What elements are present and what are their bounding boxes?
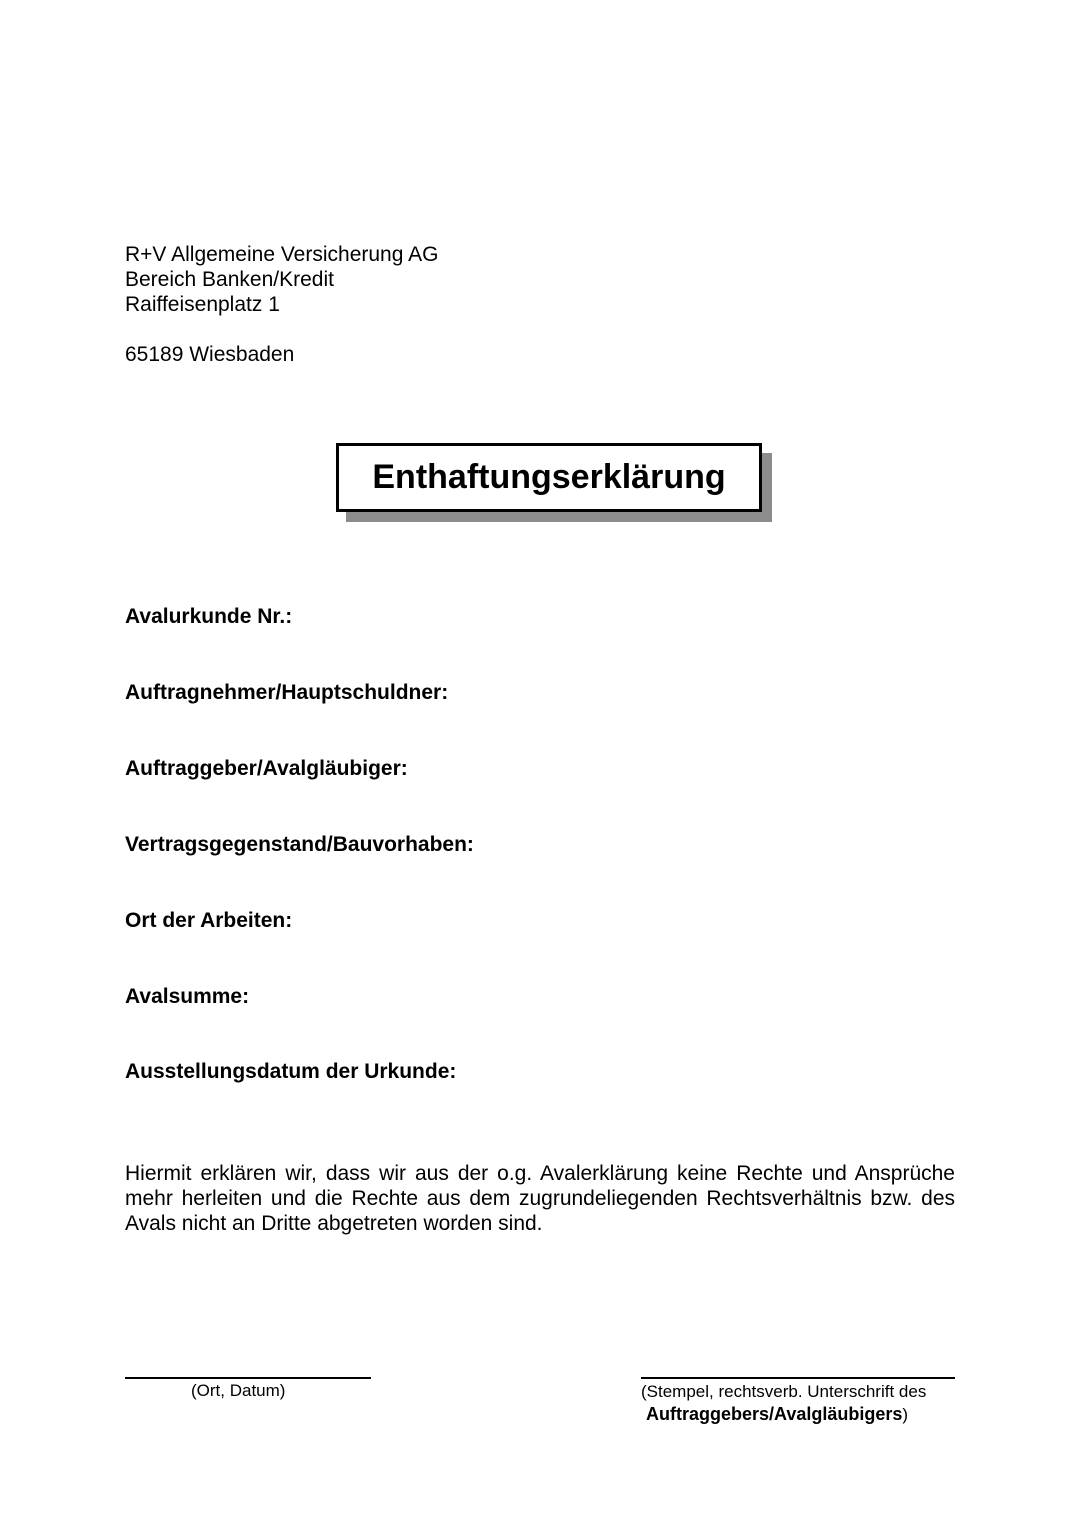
signature-line-stamp xyxy=(641,1377,955,1379)
field-label-avalurkunde: Avalurkunde Nr.: xyxy=(125,605,293,628)
signature-caption-party: Auftraggebers/Avalgläubigers xyxy=(646,1404,903,1424)
recipient-city: 65189 Wiesbaden xyxy=(125,343,295,366)
document-title: Enthaftungserklärung xyxy=(336,443,762,512)
field-label-vertragsgegenstand: Vertragsgegenstand/Bauvorhaben: xyxy=(125,833,474,856)
signature-caption-place-date: (Ort, Datum) xyxy=(191,1381,286,1400)
recipient-company: R+V Allgemeine Versicherung AG xyxy=(125,243,439,266)
field-label-ausstellungsdatum: Ausstellungsdatum der Urkunde: xyxy=(125,1060,457,1083)
signature-caption-close: ) xyxy=(902,1405,909,1424)
recipient-street: Raiffeisenplatz 1 xyxy=(125,293,280,316)
field-label-avalsumme: Avalsumme: xyxy=(125,985,250,1008)
signature-caption-stamp-line2 xyxy=(641,1403,926,1426)
field-label-auftragnehmer: Auftragnehmer/Hauptschuldner: xyxy=(125,681,449,704)
recipient-address xyxy=(125,242,438,367)
signature-caption-stamp xyxy=(641,1381,926,1426)
field-label-auftraggeber: Auftraggeber/Avalgläubiger: xyxy=(125,757,408,780)
recipient-department: Bereich Banken/Kredit xyxy=(125,268,334,291)
field-label-ort-der-arbeiten: Ort der Arbeiten: xyxy=(125,909,293,932)
signature-caption-stamp-line1: (Stempel, rechtsverb. Unterschrift des xyxy=(641,1382,927,1401)
declaration-text: Hiermit erklären wir, dass wir aus der o.g. Avalerklärung keine Rechte und Ansprüche mehr herleiten und die Rechte aus dem zugrundeliegenden Rechtsverhältnis bzw. des Avals nicht an Dritte abgetreten worden sind. xyxy=(125,1162,955,1235)
title-frame xyxy=(336,443,762,512)
signature-line-place-date xyxy=(125,1377,371,1379)
